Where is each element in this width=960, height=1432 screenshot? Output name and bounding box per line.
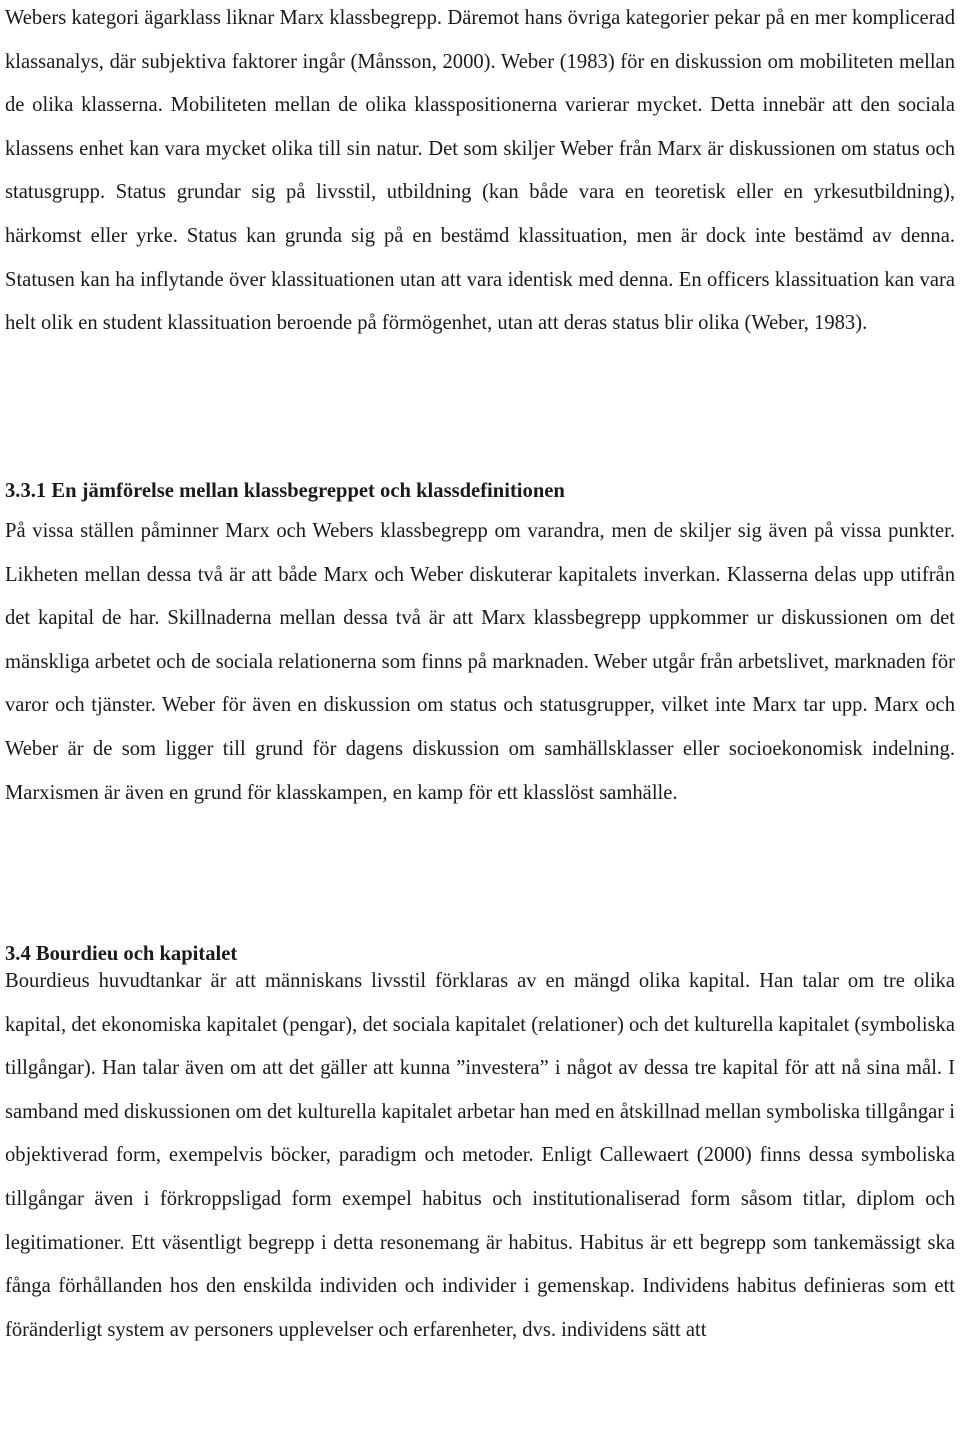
section-heading-3-3-1: 3.3.1 En jämförelse mellan klassbegreppet och klassdefinitionen xyxy=(5,480,565,502)
paragraph-weber-status: Webers kategori ägarklass liknar Marx klassbegrepp. Däremot hans övriga kategorier pekar på en mer komplicerad klassanalys, där subjektiva faktorer ingår (Månsson, 2000). Weber (1983) för en diskussion om mobiliteten mellan de olika klasserna. Mobiliteten mellan de olika klasspositionerna varierar mycket. Detta innebär att den sociala klassens enhet kan vara mycket olika till sin natur. Det som skiljer Weber från Marx är diskussionen om status och statusgrupp. Status grundar sig på livsstil, utbildning (kan både vara en teoretisk eller en yrkesutbildning), härkomst eller yrke. Status kan grunda sig på en bestämd klassituation, men är dock inte bestämd av denna. Statusen kan ha inflytande över klassituationen utan att vara identisk med denna. En officers klassituation kan vara helt olik en student klassituation beroende på förmögenhet, utan att deras status blir olika (Weber, 1983). xyxy=(5,7,955,335)
paragraph-comparison: På vissa ställen påminner Marx och Webers klassbegrepp om varandra, men de skiljer sig även på vissa punkter. Likheten mellan dessa två är att både Marx och Weber diskuterar kapitalets inverkan. Klasserna delas upp utifrån det kapital de har. Skillnaderna mellan dessa två är att Marx klassbegrepp uppkommer ur diskussionen om det mänskliga arbetet och de sociala relationerna som finns på marknaden. Weber utgår från arbetslivet, marknaden för varor och tjänster. Weber för även en diskussion om status och statusgrupper, vilket inte Marx tar upp. Marx och Weber är de som ligger till grund för dagens diskussion om samhällsklasser eller socioekonomisk indelning. Marxismen är även en grund för klasskampen, en kamp för ett klasslöst samhälle. xyxy=(5,520,955,804)
section-heading-3-4: 3.4 Bourdieu och kapitalet xyxy=(5,943,238,965)
paragraph-bourdieu: Bourdieus huvudtankar är att människans livsstil förklaras av en mängd olika kapital. Han talar om tre olika kapital, det ekonomiska kapitalet (pengar), det sociala kapitalet (relationer) och det kulturella kapitalet (symboliska tillgångar). Han talar även om att det gäller att kunna ”investera” i något av dessa tre kapital för att nå sina mål. I samband med diskussionen om det kulturella kapitalet arbetar han med en åtskillnad mellan symboliska tillgångar i objektiverad form, exempelvis böcker, paradigm och metoder. Enligt Callewaert (2000) finns dessa symboliska tillgångar även i förkroppsligad form exempel habitus och institutionaliserad form såsom titlar, diplom och legitimationer. Ett väsentligt begrepp i detta resonemang är habitus. Habitus är ett begrepp som tankemässigt ska fånga förhållanden hos den enskilda individen och individer i gemenskap. Individens habitus definieras som ett föränderligt system av personers upplevelser och erfarenheter, dvs. individens sätt att xyxy=(5,970,955,1341)
